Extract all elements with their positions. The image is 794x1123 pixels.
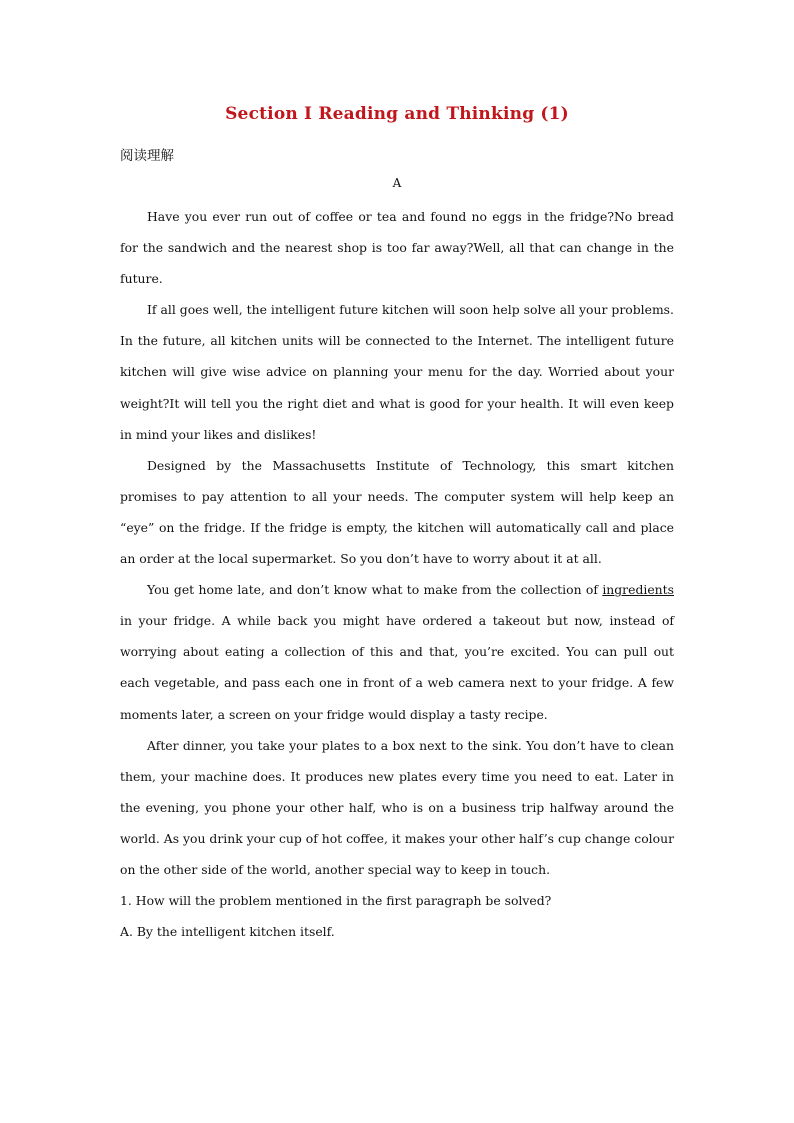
section-title: Section Ⅰ Reading and Thinking (1)	[225, 104, 569, 124]
question-1: 1. How will the problem mentioned in the first paragraph be solved?	[120, 893, 552, 909]
paragraph-1: Have you ever run out of coffee or tea and found no eggs in the fridge?No bread for the sandwich and the nearest shop is too far away?Well, all that can change in the future.	[120, 209, 674, 287]
paragraph-4-end: in your fridge. A while back you might have ordered a takeout but now, instead of worrying about eating a collection of this and that, you’re excited. You can pull out each vegetable, and pass each one in front of a web camera next to your fridge. A few moments later, a screen on your fridge would display a tasty recipe.	[120, 613, 674, 722]
underlined-word-ingredients: ingredients	[602, 582, 674, 598]
paragraph-5: After dinner, you take your plates to a box next to the sink. You don’t have to clean them, your machine does. It produces new plates every time you need to eat. Later in the evening, you phone your other half, who is on a business trip halfway around the world. As you drink your cup of hot coffee, it makes your other half’s cup change colour on the other side of the world, another special way to keep in touch.	[120, 737, 674, 877]
paragraph-4	[120, 574, 674, 729]
paragraph-3: Designed by the Massachusetts Institute of Technology, this smart kitchen promises to pay attention to all your needs. The computer system will help keep an “eye” on the fridge. If the fridge is empty, the kitchen will automatically call and place an order at the local supermarket. So you don’t have to worry about it at all.	[120, 457, 674, 567]
question-1-option-a: A. By the intelligent kitchen itself.	[120, 924, 335, 940]
paragraph-2: If all goes well, the intelligent future kitchen will soon help solve all your problems. In the future, all kitchen units will be connected to the Internet. The intelligent future kitchen will give wise advice on planning your menu for the day. Worried about your weight?It will tell you the right diet and what is good for your health. It will even keep in mind your likes and dislikes!	[120, 302, 674, 442]
reading-comprehension-heading: 阅读理解	[120, 148, 174, 164]
paragraph-4-start: You get home late, and don’t know what to make from the collection of	[147, 582, 603, 598]
passage-label: A	[392, 176, 402, 190]
passage-body	[120, 201, 674, 947]
